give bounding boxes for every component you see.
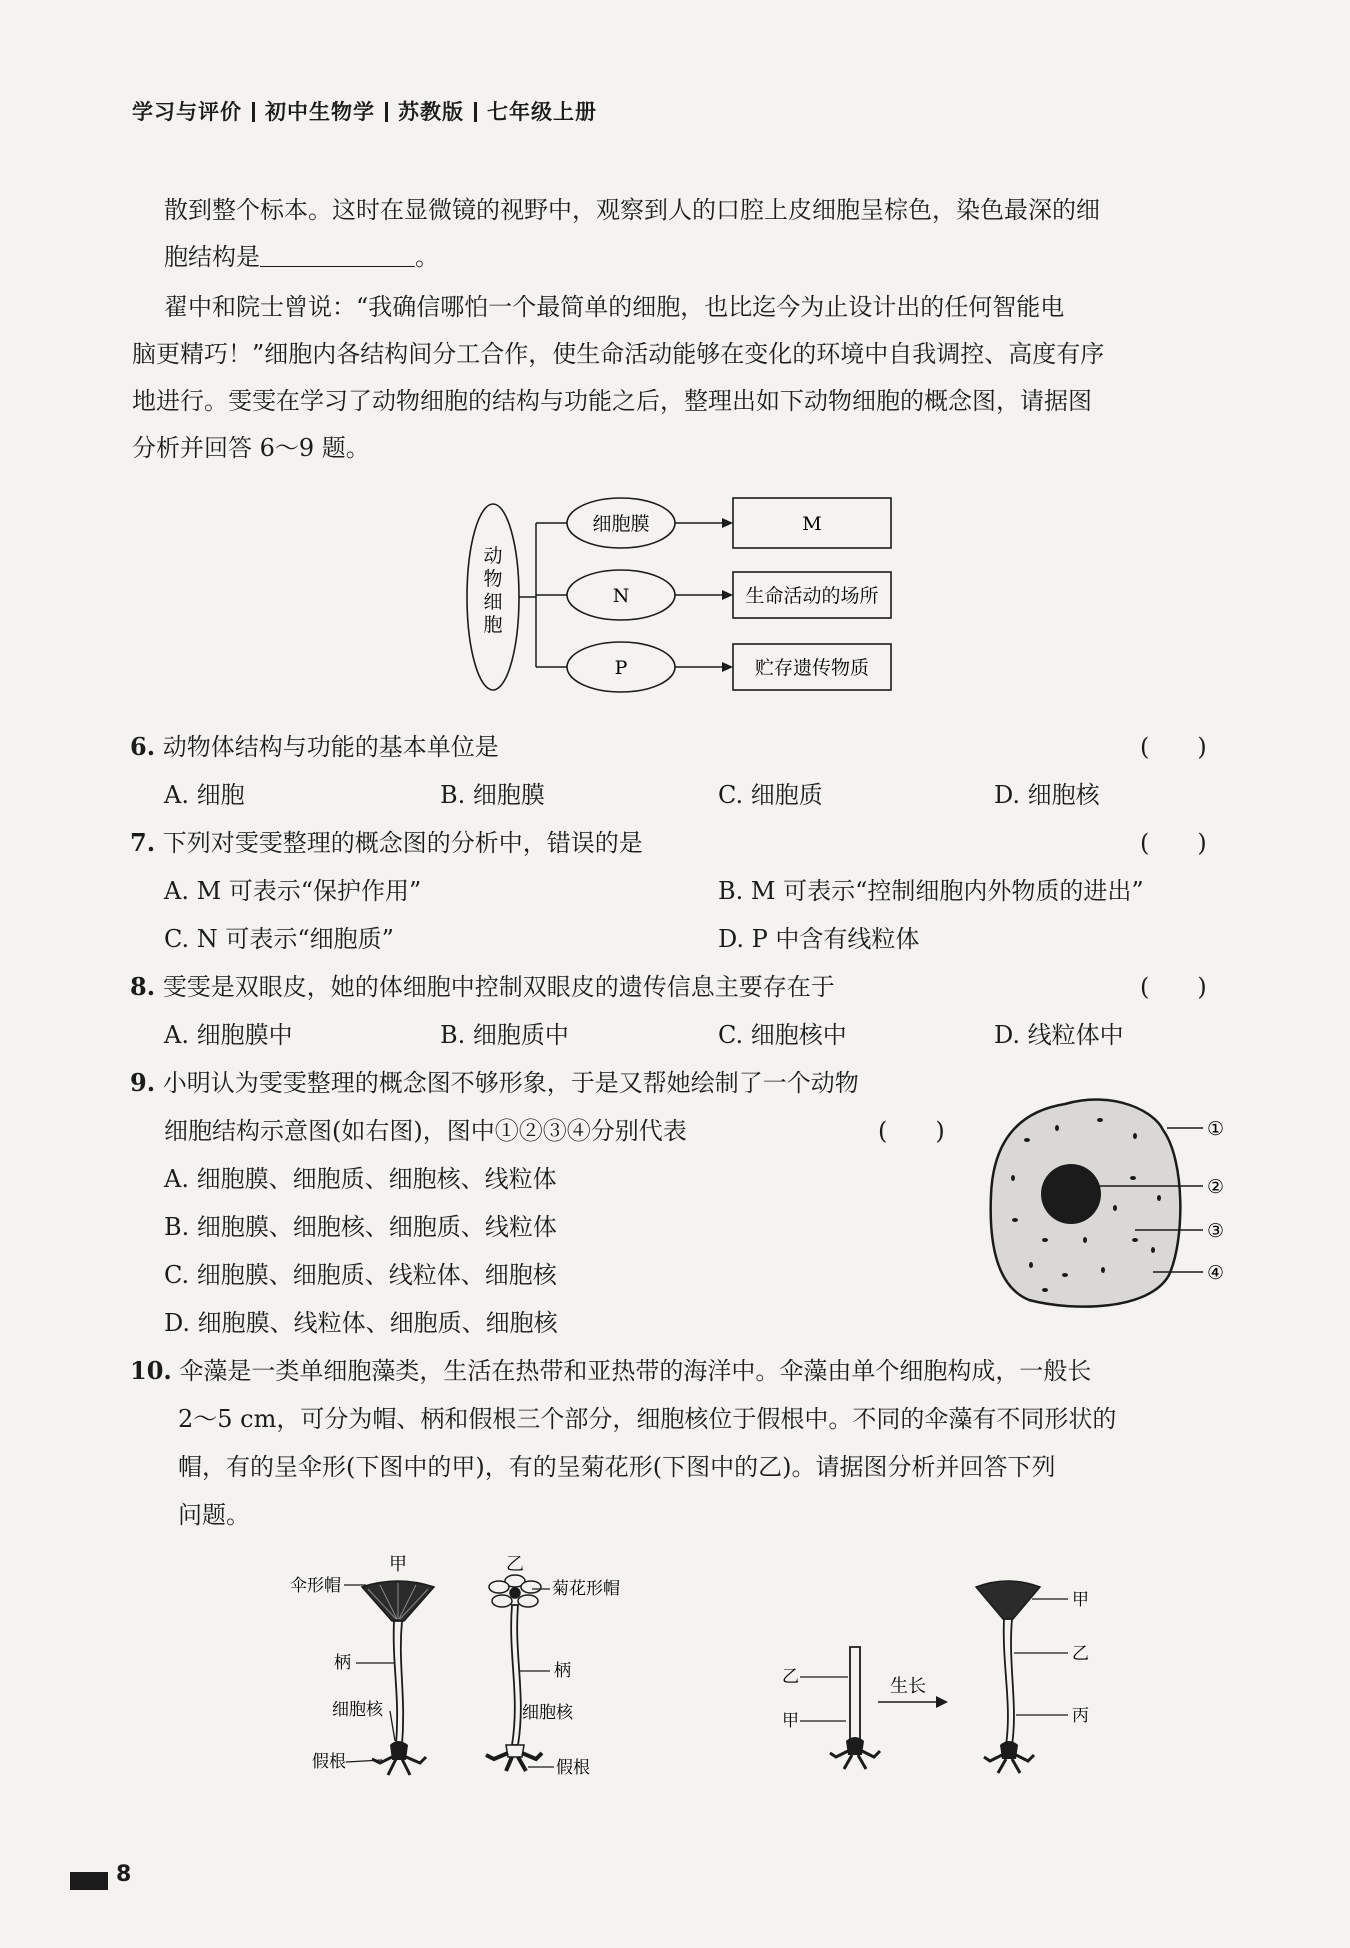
page-number: 8 [116,1862,132,1887]
cell-label-1: ① [1207,1118,1225,1140]
question-text: 小明认为雯雯整理的概念图不够形象，于是又帮她绘制了一个动物 [162,1069,859,1097]
box-storage-label: 贮存遗传物质 [754,657,870,679]
header-divider [252,102,255,122]
label-jia: 甲 [389,1554,407,1575]
option-a[interactable]: A. M 可表示“保护作用” [164,877,422,905]
acetabularia-figure [270,1545,1110,1815]
label-stalk-left: 柄 [334,1653,351,1673]
label-umbrella-cap: 伞形帽 [290,1576,341,1596]
label-after-bing: 丙 [1072,1706,1089,1726]
animal-cell-diagram [985,1090,1245,1320]
cell-nucleus [1041,1164,1101,1224]
option-d[interactable]: D. 细胞核 [994,781,1100,809]
answer-blank[interactable] [260,244,415,267]
box-m-label: M [802,513,822,535]
header-divider [474,102,477,122]
label-grow: 生长 [890,1676,926,1697]
question-text: 动物体结构与功能的基本单位是 [162,733,499,761]
answer-paren[interactable]: ( ) [1140,733,1207,761]
question-number: 6. [130,732,156,761]
label-graft-yi: 乙 [782,1667,799,1687]
stalk-shape [511,1605,521,1745]
label-yi: 乙 [506,1554,524,1575]
question-text: 雯雯是双眼皮，她的体细胞中控制双眼皮的遗传信息主要存在于 [162,973,835,1001]
option-d[interactable]: D. 线粒体中 [994,1021,1124,1049]
answer-paren[interactable]: ( ) [878,1117,945,1145]
option-b[interactable]: B. 细胞膜 [440,781,545,809]
concept-map [460,488,900,706]
option-a[interactable]: A. 细胞膜中 [164,1021,293,1049]
label-after-yi: 乙 [1072,1644,1089,1664]
graft-stalk-before [850,1647,860,1741]
option-c[interactable]: C. N 可表示“细胞质” [164,925,394,953]
option-c[interactable]: C. 细胞质 [718,781,823,809]
question-10-line-4: 问题。 [178,1501,250,1529]
option-b[interactable]: B. 细胞质中 [440,1021,569,1049]
question-10-line-3: 帽，有的呈伞形(下图中的甲)，有的呈菊花形(下图中的乙)。请据图分析并回答下列 [178,1453,1056,1481]
node-p-label: P [614,657,628,679]
question-9-stem-1 [130,1063,859,1098]
answer-paren[interactable]: ( ) [1140,829,1207,857]
root-char-1: 动 [483,545,503,567]
header-series: 学习与评价 [132,100,242,124]
option-c[interactable]: C. 细胞核中 [718,1021,847,1049]
option-b[interactable]: B. M 可表示“控制细胞内外物质的进出” [718,877,1144,905]
header-divider [385,102,388,122]
label-stalk-mid: 柄 [554,1661,571,1681]
label-rhizoid-mid: 假根 [556,1758,590,1778]
question-7-stem [130,823,643,858]
root-char-3: 细 [483,591,503,613]
question-text: 伞藻是一类单细胞藻类，生活在热带和亚热带的海洋中。伞藻由单个细胞构成，一般长 [179,1357,1092,1385]
option-d[interactable]: D. 细胞膜、线粒体、细胞质、细胞核 [164,1309,558,1337]
passage-line-1: 翟中和院士曾说：“我确信哪怕一个最简单的细胞，也比迄今为止设计出的任何智能电 [164,293,1065,321]
running-header [132,96,597,126]
intro-line-2-end: 。 [415,243,439,271]
question-number: 10. [130,1356,172,1385]
answer-paren[interactable]: ( ) [1140,973,1207,1001]
passage-line-4: 分析并回答 6～9 题。 [132,434,370,462]
option-b[interactable]: B. 细胞膜、细胞核、细胞质、线粒体 [164,1213,557,1241]
question-6-stem [130,727,499,762]
question-10-line-1 [130,1351,1091,1386]
option-d[interactable]: D. P 中含有线粒体 [718,925,920,953]
passage-line-3: 地进行。雯雯在学习了动物细胞的结构与功能之后，整理出如下动物细胞的概念图，请据图 [132,387,1092,415]
option-a[interactable]: A. 细胞膜、细胞质、细胞核、线粒体 [164,1165,557,1193]
label-rhizoid-left: 假根 [312,1752,346,1772]
header-edition: 苏教版 [398,100,464,124]
grown-stalk [1004,1619,1014,1745]
header-grade: 七年级上册 [487,100,597,124]
label-after-jia: 甲 [1072,1590,1089,1610]
stalk-shape [394,1621,403,1745]
intro-line-2 [164,237,439,272]
question-number: 7. [130,828,156,857]
option-c[interactable]: C. 细胞膜、细胞质、线粒体、细胞核 [164,1261,557,1289]
cell-label-3: ③ [1207,1220,1225,1242]
node-membrane-label: 细胞膜 [592,513,650,535]
question-number: 8. [130,972,156,1001]
question-text: 下列对雯雯整理的概念图的分析中，错误的是 [162,829,643,857]
root-char-4: 胞 [483,614,503,636]
grown-umbrella-cap [976,1581,1040,1619]
question-9-stem-2: 细胞结构示意图(如右图)，图中①②③④分别代表 [164,1117,687,1145]
root-char-2: 物 [483,568,503,590]
question-8-stem [130,967,835,1002]
cell-label-4: ④ [1207,1262,1225,1284]
page-number-bar [70,1872,108,1890]
cell-label-2: ② [1207,1176,1225,1198]
label-chrysanthemum-cap: 菊花形帽 [552,1579,620,1599]
question-10-line-2: 2～5 cm，可分为帽、柄和假根三个部分，细胞核位于假根中。不同的伞藻有不同形状的 [178,1405,1117,1433]
chrysanthemum-cap-shape [489,1575,541,1607]
passage-line-2: 脑更精巧！”细胞内各结构间分工合作，使生命活动能够在变化的环境中自我调控、高度有序 [132,340,1105,368]
option-a[interactable]: A. 细胞 [164,781,245,809]
label-graft-jia: 甲 [782,1711,799,1731]
label-nucleus-mid: 细胞核 [522,1703,573,1723]
node-n-label: N [612,585,630,607]
header-subject: 初中生物学 [265,100,375,124]
question-number: 9. [130,1068,156,1097]
intro-line-1: 散到整个标本。这时在显微镜的视野中，观察到人的口腔上皮细胞呈棕色，染色最深的细 [164,196,1100,224]
label-nucleus-left: 细胞核 [332,1700,383,1720]
box-life-label: 生命活动的场所 [745,585,879,607]
intro-line-2-text: 胞结构是 [164,243,260,271]
